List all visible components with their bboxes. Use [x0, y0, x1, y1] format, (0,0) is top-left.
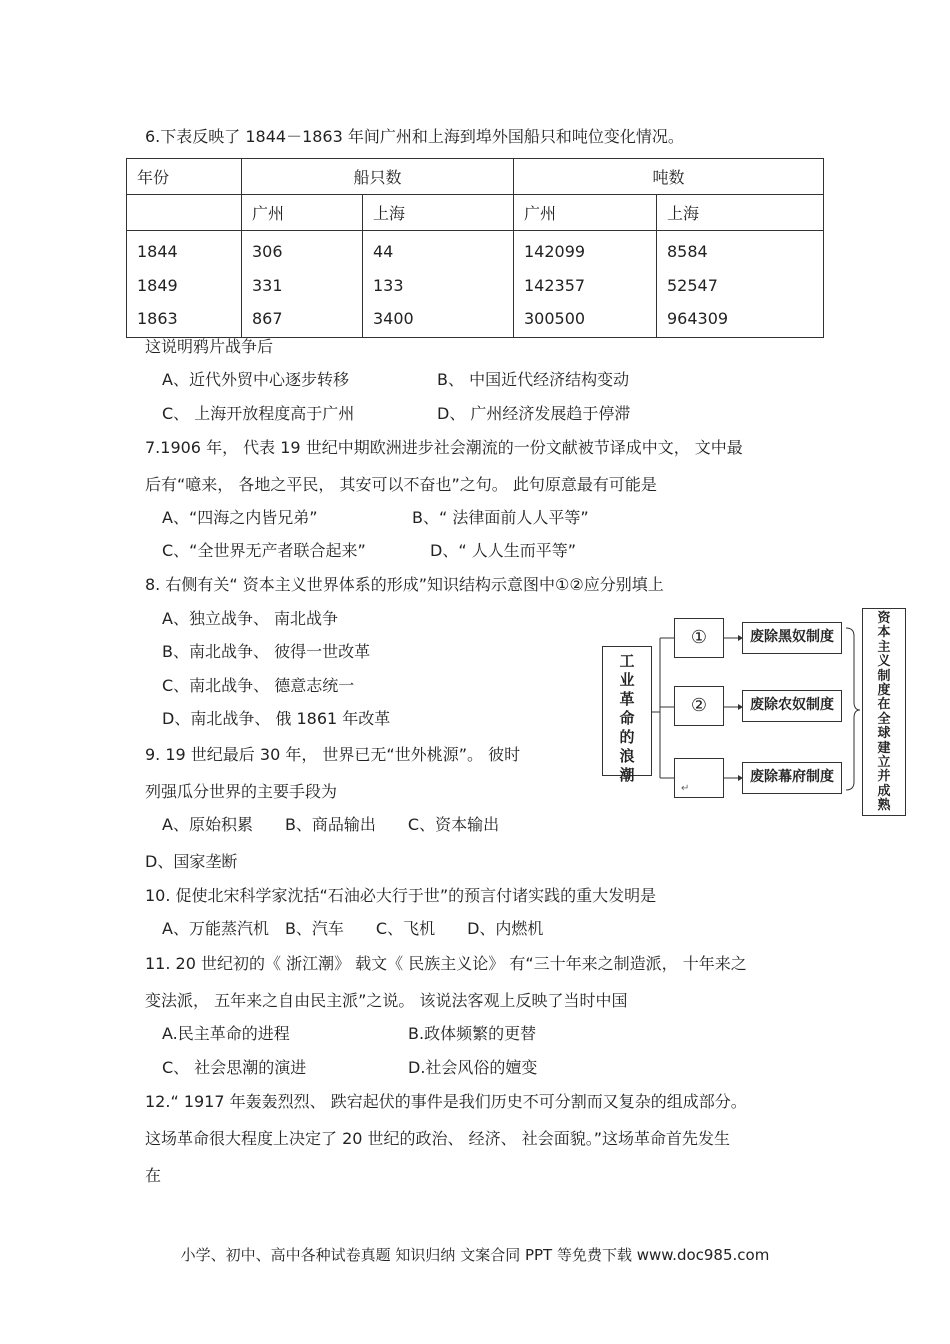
table-cell: 867	[252, 309, 283, 328]
table-cell: 142357	[524, 275, 586, 295]
q10-options: A、万能蒸汽机 B、汽车 C、飞机 D、内燃机	[162, 919, 544, 938]
left-label-char: 浪	[619, 747, 635, 765]
q9-stem-line1: 9. 19 世纪最后 30 年， 世界已无“世外桃源”。 彼时	[145, 745, 521, 764]
q6-option-a: A、近代外贸中心逐步转移	[162, 370, 349, 389]
slot-1-label: ①	[690, 627, 708, 648]
left-label-char: 业	[619, 671, 635, 689]
slot-2-label: ②	[690, 695, 708, 716]
right-label-char: 熟	[877, 798, 891, 814]
table-cell: 142099	[524, 242, 586, 261]
q7-stem-line2: 后有“噫来， 各地之平民， 其安可以不奋也”之句。 此句原意最有可能是	[145, 475, 657, 494]
subheader-ships-guangzhou: 广州	[242, 195, 363, 231]
q10-stem: 10. 促使北宋科学家沈括“石油必大行于世”的预言付诸实践的重大发明是	[145, 886, 657, 905]
q11-stem-line2: 变法派， 五年来之自由民主派”之说。 该说法客观上反映了当时中国	[145, 991, 628, 1010]
q11-option-d: D.社会风俗的嬗变	[408, 1058, 538, 1077]
year-cell: 1844	[137, 242, 178, 261]
table-cell: 300500	[524, 309, 586, 328]
slot-2-box	[674, 686, 724, 726]
q7-option-a: A、“四海之内皆兄弟”	[162, 508, 318, 527]
q6-option-d: D、 广州经济发展趋于停滞	[437, 404, 631, 423]
subheader-tons-guangzhou: 广州	[514, 195, 657, 231]
header-tons: 吨数	[514, 159, 824, 195]
box-label: 废除农奴制度	[750, 697, 834, 713]
q7-stem-line1: 7.1906 年， 代表 19 世纪中期欧洲进步社会潮流的一份文献被节译成中文， 文中最	[145, 438, 743, 457]
box-label: 废除幕府制度	[750, 769, 834, 785]
year-column	[127, 231, 242, 338]
q6-stem: 6.下表反映了 1844－1863 年间广州和上海到埠外国船只和吨位变化情况。	[145, 127, 684, 146]
ships-shanghai-column	[363, 231, 514, 338]
q12-stem-line3: 在	[145, 1166, 162, 1185]
slot-3-box	[674, 758, 724, 798]
box-label: 废除黑奴制度	[750, 629, 834, 645]
return-mark-icon: ↵	[681, 783, 690, 794]
q11-option-b: B.政体频繁的更替	[408, 1024, 537, 1043]
right-label-char: 义	[877, 654, 891, 670]
left-label-char: 命	[619, 709, 635, 727]
q12-stem-line2: 这场革命很大程度上决定了 20 世纪的政治、 经济、 社会面貌。”这场革命首先发生	[145, 1129, 730, 1148]
right-label-char: 制	[877, 668, 891, 684]
left-label-char: 潮	[619, 766, 635, 784]
left-label-char: 的	[619, 728, 635, 746]
q9-stem-line2: 列强瓜分世界的主要手段为	[145, 782, 338, 801]
table-cell: 133	[373, 275, 404, 295]
abolish-shogunate-box	[742, 762, 842, 794]
q8-option-b: B、南北战争、 彼得一世改革	[162, 642, 371, 661]
table-cell: 52547	[667, 275, 718, 295]
right-label-char: 资	[877, 611, 891, 626]
industrial-revolution-box	[602, 646, 652, 784]
header-ships: 船只数	[242, 159, 514, 195]
right-label-char: 立	[877, 755, 891, 771]
right-label-char: 主	[877, 639, 891, 655]
q7-option-d: D、“ 人人生而平等”	[430, 541, 576, 560]
slot-1-box	[674, 618, 724, 658]
left-label-char: 工	[619, 652, 635, 670]
q8-option-c: C、南北战争、 德意志统一	[162, 676, 355, 695]
right-label-char: 全	[877, 711, 891, 727]
q11-stem-line1: 11. 20 世纪初的《 浙江潮》 载文《 民族主义论》 有“三十年来之制造派， 十年来之	[145, 954, 747, 973]
tons-guangzhou-column	[514, 231, 657, 338]
right-label-char: 并	[877, 769, 891, 785]
q11-option-c: C、 社会思潮的演进	[162, 1058, 307, 1077]
right-label-char: 建	[877, 740, 891, 756]
table-cell: 331	[252, 275, 283, 295]
q8-stem: 8. 右侧有关“ 资本主义世界体系的形成”知识结构示意图中①②应分别填上	[145, 575, 664, 594]
table-cell: 3400	[373, 309, 414, 328]
q6-conclusion: 这说明鸦片战争后	[145, 337, 274, 356]
q9-options-abc: A、原始积累 B、商品输出 C、资本输出	[162, 815, 500, 834]
subheader-empty	[127, 195, 242, 231]
table-cell: 306	[252, 242, 283, 261]
year-cell: 1849	[137, 275, 178, 295]
right-label-char: 球	[877, 726, 891, 742]
table-cell: 44	[373, 242, 394, 261]
q12-stem-line1: 12.“ 1917 年轰轰烈烈、 跌宕起伏的事件是我们历史不可分割而又复杂的组成部分。	[145, 1092, 747, 1111]
ships-tonnage-table	[126, 158, 824, 338]
capitalism-established-box	[862, 608, 906, 816]
subheader-ships-shanghai: 上海	[363, 195, 514, 231]
right-label-char: 成	[877, 783, 891, 799]
abolish-slavery-box	[742, 622, 842, 654]
q8-option-d: D、南北战争、 俄 1861 年改革	[162, 709, 391, 728]
right-label-char: 本	[877, 625, 891, 641]
q7-option-b: B、“ 法律面前人人平等”	[412, 508, 589, 527]
q11-option-a: A.民主革命的进程	[162, 1024, 290, 1043]
tons-shanghai-column	[657, 231, 824, 338]
table-cell: 8584	[667, 242, 708, 261]
q8-option-a: A、独立战争、 南北战争	[162, 609, 339, 628]
right-label-char: 在	[877, 697, 891, 713]
page-footer: 小学、初中、高中各种试卷真题 知识归纳 文案合同 PPT 等免费下载 www.doc985.com	[180, 1246, 770, 1264]
subheader-tons-shanghai: 上海	[657, 195, 824, 231]
left-label-char: 革	[619, 690, 635, 708]
q6-option-c: C、 上海开放程度高于广州	[162, 404, 355, 423]
year-cell: 1863	[137, 309, 178, 328]
abolish-serfdom-box	[742, 690, 842, 722]
right-label-char: 度	[877, 683, 891, 699]
header-year: 年份	[127, 159, 242, 195]
q6-option-b: B、 中国近代经济结构变动	[437, 370, 630, 389]
q7-option-c: C、“全世界无产者联合起来”	[162, 541, 366, 560]
knowledge-structure-diagram	[602, 606, 908, 818]
table-cell: 964309	[667, 309, 729, 328]
ships-guangzhou-column	[242, 231, 363, 338]
q9-option-d: D、国家垄断	[145, 852, 238, 871]
